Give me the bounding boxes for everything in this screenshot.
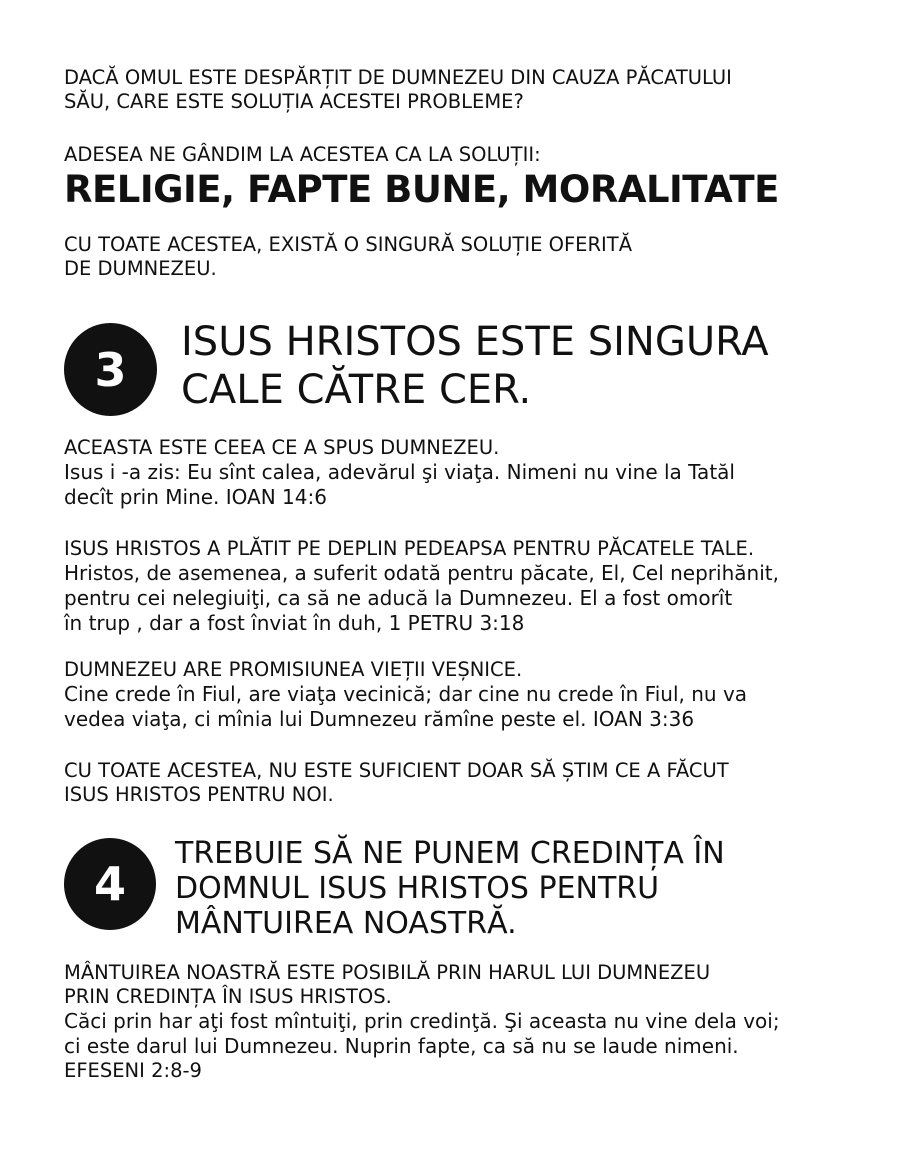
intro-note (64, 233, 864, 281)
section-4-number: 4 (93, 857, 126, 911)
section-3-paragraph-1 (64, 436, 864, 510)
verse-reference: EFESENI 2:8-9 (64, 1059, 202, 1082)
paragraph-title: ISUS HRISTOS A PLĂTIT PE DEPLIN PEDEAPSA PENTRU PĂCATELE TALE. (64, 537, 755, 560)
verse-line: în trup , dar a fost înviat în duh, 1 PETRU 3:18 (64, 611, 525, 635)
paragraph-title: ISUS HRISTOS PENTRU NOI. (64, 783, 334, 806)
intro-note-line-1: CU TOATE ACESTEA, EXISTĂ O SINGURĂ SOLUȚIE OFERITĂ (64, 233, 633, 256)
paragraph-title: MÂNTUIREA NOASTRĂ ESTE POSIBILĂ PRIN HARUL LUI DUMNEZEU (64, 961, 711, 984)
intro-lead (64, 143, 864, 167)
section-4-paragraph (64, 961, 864, 1083)
verse-line: Hristos, de asemenea, a suferit odată pentru păcate, El, Cel neprihănit, (64, 561, 779, 585)
section-3-paragraph-2 (64, 537, 864, 636)
section-4-heading-line-1: TREBUIE SĂ NE PUNEM CREDINȚA ÎN (175, 836, 725, 871)
section-3-heading-line-2: CALE CĂTRE CER. (181, 367, 532, 413)
intro-big-text: RELIGIE, FAPTE BUNE, MORALITATE (64, 168, 779, 211)
section-3-paragraph-4 (64, 759, 864, 807)
paragraph-title: PRIN CREDINȚA ÎN ISUS HRISTOS. (64, 985, 392, 1008)
intro-question-line-1: DACĂ OMUL ESTE DESPĂRȚIT DE DUMNEZEU DIN CAUZA PĂCATULUI (64, 66, 732, 89)
verse-line: pentru cei nelegiuiţi, ca să ne aducă la Dumnezeu. El a fost omorît (64, 586, 733, 610)
verse-line: vedea viaţa, ci mînia lui Dumnezeu rămîne peste el. IOAN 3:36 (64, 707, 695, 731)
intro-big-heading (64, 168, 864, 212)
paragraph-title: DUMNEZEU ARE PROMISIUNEA VIEȚII VEȘNICE. (64, 658, 523, 681)
verse-line: Cine crede în Fiul, are viaţa vecinică; dar cine nu crede în Fiul, nu va (64, 682, 748, 706)
intro-question-line-2: SĂU, CARE ESTE SOLUȚIA ACESTEI PROBLEME? (64, 90, 524, 113)
verse-line: ci este darul lui Dumnezeu. Nuprin fapte, ca să nu se laude nimeni. (64, 1034, 739, 1058)
section-4-heading (175, 836, 725, 941)
section-3-heading (181, 318, 769, 414)
section-4-number-badge (64, 838, 156, 930)
verse-line: Căci prin har aţi fost mîntuiţi, prin credinţă. Şi aceasta nu vine dela voi; (64, 1009, 780, 1033)
intro-note-line-2: DE DUMNEZEU. (64, 257, 217, 280)
section-4-heading-line-2: DOMNUL ISUS HRISTOS PENTRU (175, 871, 660, 906)
paragraph-title: CU TOATE ACESTEA, NU ESTE SUFICIENT DOAR SĂ ȘTIM CE A FĂCUT (64, 759, 729, 782)
verse-line: decît prin Mine. IOAN 14:6 (64, 485, 327, 509)
section-4-heading-line-3: MÂNTUIREA NOASTRĂ. (175, 906, 517, 941)
section-3-paragraph-3 (64, 658, 864, 732)
section-3-heading-line-1: ISUS HRISTOS ESTE SINGURA (181, 319, 769, 365)
paragraph-title: ACEASTA ESTE CEEA CE A SPUS DUMNEZEU. (64, 436, 500, 459)
section-3-number: 3 (94, 342, 127, 397)
section-3-number-badge (64, 323, 157, 416)
verse-line: Isus i -a zis: Eu sînt calea, adevărul şi viaţa. Nimeni nu vine la Tatăl (64, 460, 735, 484)
intro-question (64, 66, 864, 114)
intro-lead-text: ADESEA NE GÂNDIM LA ACESTEA CA LA SOLUȚII: (64, 143, 541, 166)
